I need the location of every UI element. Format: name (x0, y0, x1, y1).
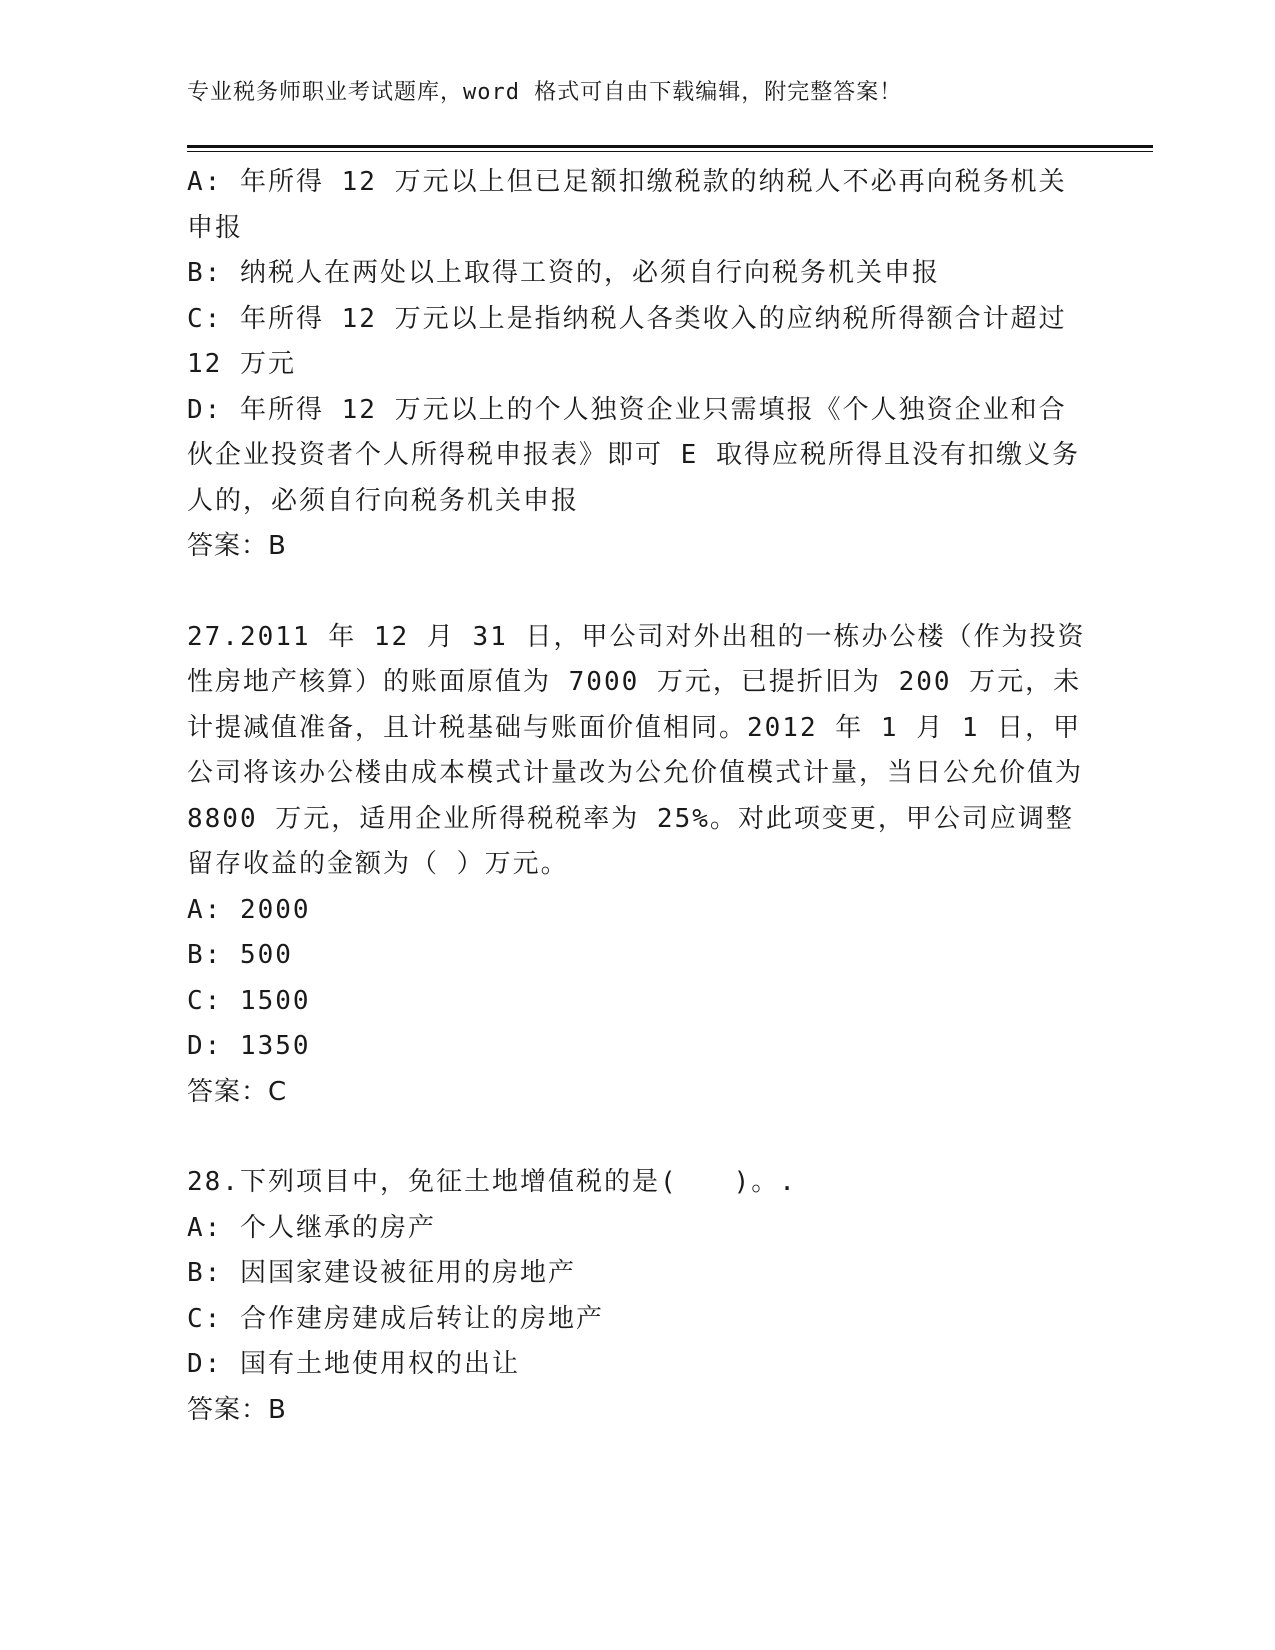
question-stem: 28.下列项目中，免征土地增值税的是( )。. (187, 1167, 797, 1197)
option-b: B: 因国家建设被征用的房地产 (187, 1258, 576, 1288)
header-rule-thin (187, 151, 1153, 152)
header-rule-thick (187, 145, 1153, 148)
spacer (187, 570, 1087, 615)
answer: 答案：B (187, 1394, 287, 1425)
option-a: A: 2000 (187, 894, 311, 925)
option-d: D: 1350 (187, 1031, 311, 1061)
option-d: D: 国有土地使用权的出让 (187, 1349, 520, 1379)
prev-question (187, 160, 1087, 570)
option-a: A: 年所得 12 万元以上但已足额扣缴税款的纳税人不必再向税务机关申报 (187, 167, 1067, 243)
answer: 答案：B (187, 531, 287, 561)
option-c: C: 1500 (187, 985, 311, 1016)
option-a: A: 个人继承的房产 (187, 1212, 436, 1243)
option-b: B: 纳税人在两处以上取得工资的，必须自行向税务机关申报 (187, 258, 940, 288)
option-d: D: 年所得 12 万元以上的个人独资企业只需填报《个人独资企业和合伙企业投资者个人所得税申报表》即可 E 取得应税所得且没有扣缴义务人的，必须自行向税务机关申报 (187, 394, 1080, 516)
question-stem: 27.2011 年 12 月 31 日，甲公司对外出租的一栋办公楼（作为投资性房地产核算）的账面原值为 7000 万元，已提折旧为 200 万元，未计提减值准备，且计税基础与账面价值相同。2012 年 1 月 1 日，甲公司将该办公楼由成本模式计量改为公允价值模式计量，当日公允价值为 8800 万元，适用企业所得税税率为 25%。对此项变更，甲公司应调整留存收益的金额为（ ）万元。 (187, 621, 1086, 879)
option-c: C: 年所得 12 万元以上是指纳税人各类收入的应纳税所得额合计超过 12 万元 (187, 303, 1067, 379)
option-b: B: 500 (187, 940, 293, 970)
question-content (187, 160, 1087, 1433)
page-header: 专业税务师职业考试题库，word 格式可自由下载编辑，附完整答案！ (187, 80, 903, 105)
spacer (187, 1115, 1087, 1160)
option-c: C: 合作建房建成后转让的房地产 (187, 1303, 604, 1334)
question-27 (187, 615, 1087, 1116)
answer: 答案：C (187, 1076, 288, 1107)
question-28 (187, 1160, 1087, 1433)
